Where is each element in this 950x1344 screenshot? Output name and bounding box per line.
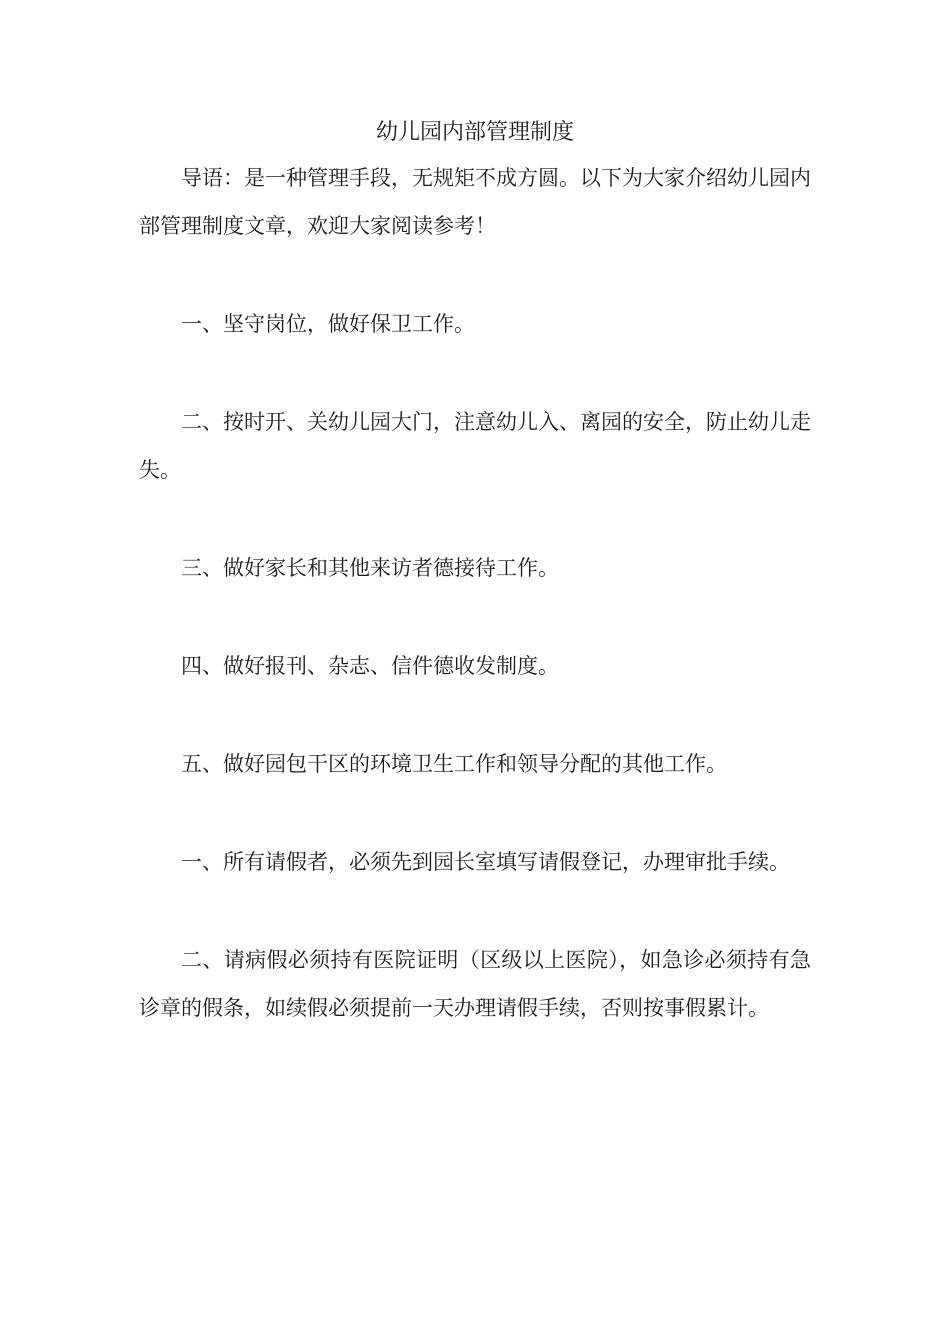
rule-paragraph-1: 一、坚守岗位，做好保卫工作。 [181,312,475,336]
leave-paragraph-1: 一、所有请假者，必须先到园长室填写请假登记，办理审批手续。 [181,850,790,874]
leave-paragraph-2: 二、请病假必须持有医院证明（区级以上医院），如急诊必须持有急诊章的假条，如续假必须提前一天办理请假手续，否则按事假累计。 [139,948,811,1020]
document-body [139,112,811,1032]
document-title: 幼儿园内部管理制度 [375,120,574,145]
rule-paragraph-2: 二、按时开、关幼儿园大门，注意幼儿入、离园的安全，防止幼儿走失。 [139,410,811,482]
rule-paragraph-5: 五、做好园包干区的环境卫生工作和领导分配的其他工作。 [181,752,727,776]
rule-paragraph-4: 四、做好报刊、杂志、信件德收发制度。 [181,654,559,678]
rule-paragraph-3: 三、做好家长和其他来访者德接待工作。 [181,556,559,580]
intro-paragraph: 导语：是一种管理手段，无规矩不成方圆。以下为大家介绍幼儿园内部管理制度文章，欢迎大家阅读参考！ [139,166,811,238]
